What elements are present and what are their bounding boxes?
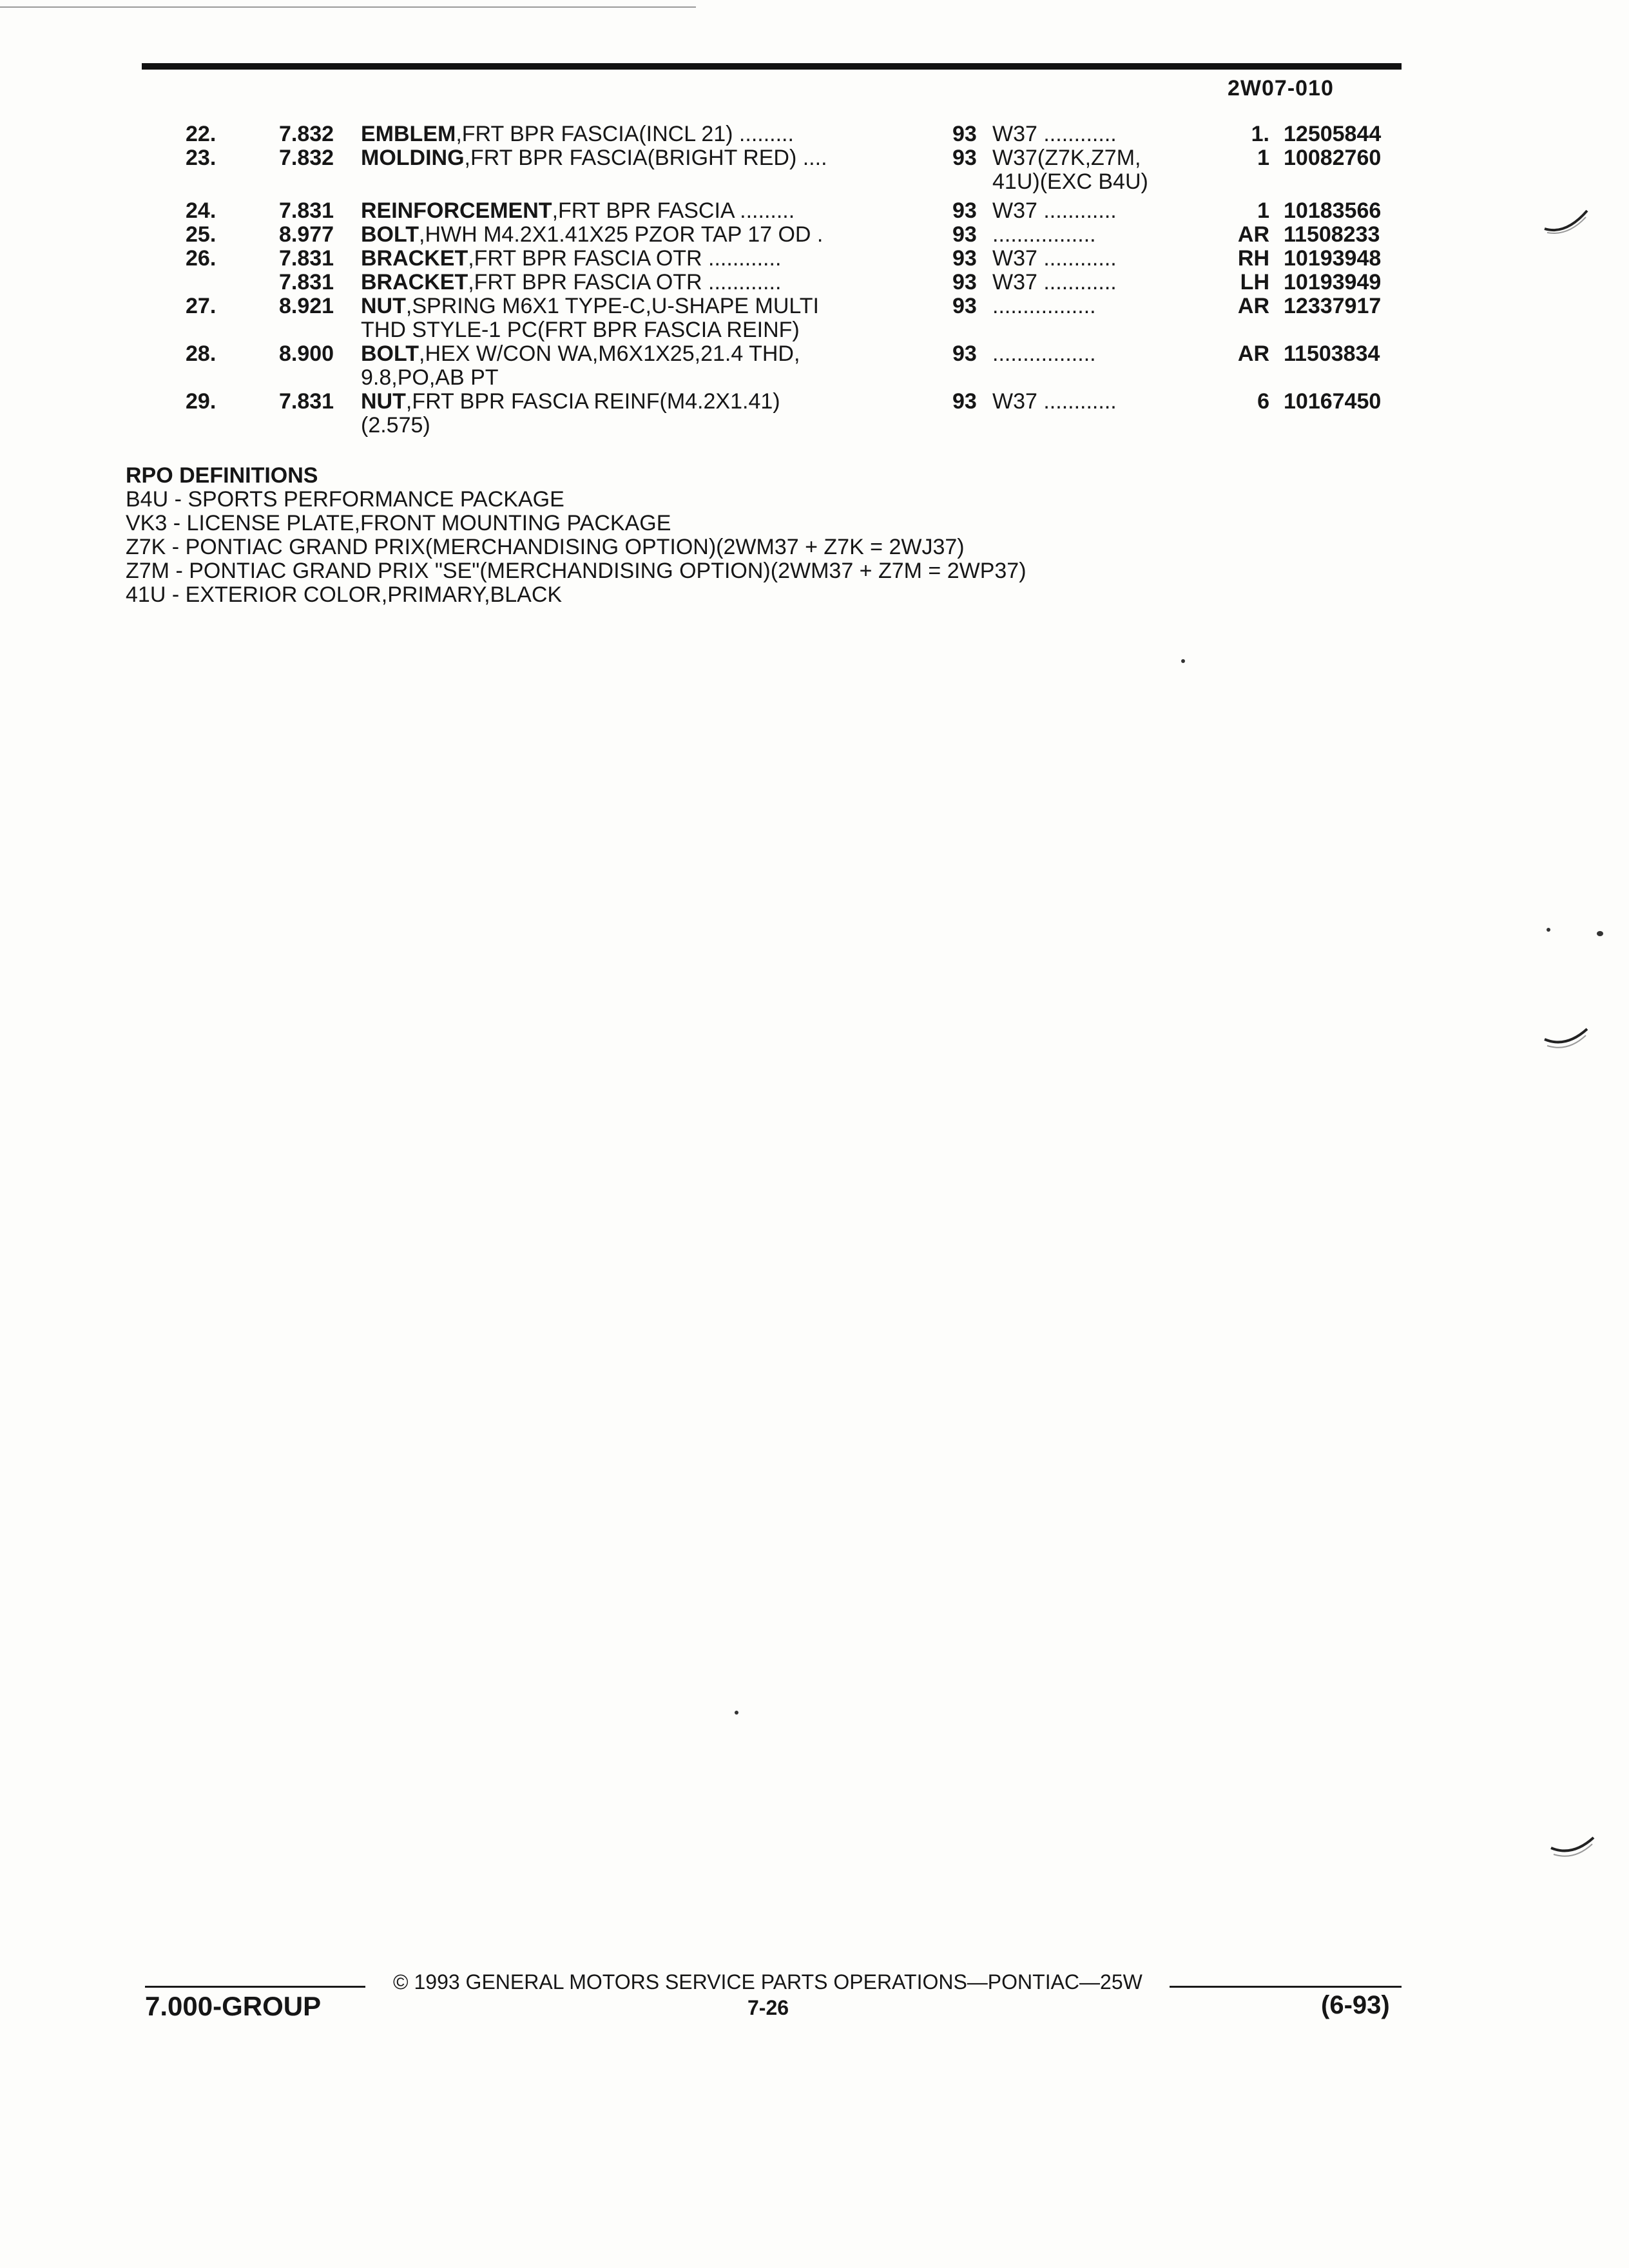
page-reference: 2W07-010 bbox=[1228, 76, 1334, 101]
model-year: 93 bbox=[952, 341, 977, 366]
part-number: 11503834 bbox=[1284, 341, 1380, 366]
description-text: ,FRT BPR FASCIA REINF(M4.2X1.41) bbox=[405, 389, 780, 414]
part-description bbox=[361, 294, 819, 342]
description-line: THD STYLE-1 PC(FRT BPR FASCIA REINF) bbox=[361, 318, 800, 342]
description-text: ,FRT BPR FASCIA OTR ............ bbox=[468, 270, 782, 294]
description-line bbox=[361, 122, 794, 146]
rpo-item-41u: 41U - EXTERIOR COLOR,PRIMARY,BLACK bbox=[126, 582, 563, 607]
part-number: 10167450 bbox=[1284, 389, 1382, 414]
quantity: 6 bbox=[1257, 389, 1269, 414]
table-row bbox=[142, 390, 1398, 437]
group-number: 8.977 bbox=[279, 222, 334, 247]
application-line: 41U)(EXC B4U) bbox=[992, 169, 1148, 194]
quantity: 1 bbox=[1257, 198, 1269, 223]
application bbox=[992, 199, 1117, 223]
group-number: 7.832 bbox=[279, 122, 334, 146]
part-description bbox=[361, 223, 823, 247]
ref-number: 26. bbox=[186, 246, 217, 271]
description-line bbox=[361, 271, 781, 294]
scan-speck bbox=[735, 1711, 738, 1715]
description-line: 9.8,PO,AB PT bbox=[361, 365, 499, 390]
description-text: ,HWH M4.2X1.41X25 PZOR TAP 17 OD . bbox=[419, 222, 824, 247]
scan-speck bbox=[1181, 659, 1185, 663]
part-number: 10082760 bbox=[1284, 146, 1382, 170]
application-line: ................. bbox=[992, 294, 1096, 318]
part-number: 10193949 bbox=[1284, 270, 1382, 294]
table-row bbox=[142, 294, 1398, 342]
scan-edge-line bbox=[0, 6, 696, 8]
rpo-item-vk3: VK3 - LICENSE PLATE,FRONT MOUNTING PACKAGE bbox=[126, 511, 671, 535]
model-year: 93 bbox=[952, 270, 977, 294]
application-line: W37(Z7K,Z7M, bbox=[992, 146, 1141, 170]
model-year: 93 bbox=[952, 222, 977, 247]
application bbox=[992, 247, 1117, 271]
group-number: 7.831 bbox=[279, 270, 334, 294]
quantity: AR bbox=[1237, 341, 1269, 366]
description-line bbox=[361, 199, 795, 223]
description-text: ,HEX W/CON WA,M6X1X25,21.4 THD, bbox=[419, 341, 800, 366]
part-name: EMBLEM bbox=[361, 122, 456, 146]
table-row bbox=[142, 199, 1398, 223]
part-number: 11508233 bbox=[1284, 222, 1380, 247]
model-year: 93 bbox=[952, 122, 977, 146]
parts-list bbox=[142, 122, 1398, 437]
part-name: REINFORCEMENT bbox=[361, 198, 552, 223]
ref-number: 23. bbox=[186, 146, 217, 170]
ref-number: 24. bbox=[186, 198, 217, 223]
footer-rule-left bbox=[145, 1986, 365, 1988]
part-description bbox=[361, 146, 827, 170]
application bbox=[992, 390, 1117, 414]
punch-hole-mark bbox=[1550, 1836, 1595, 1862]
application-line: W37 ............ bbox=[992, 270, 1117, 294]
rpo-title: RPO DEFINITIONS bbox=[126, 463, 318, 488]
part-description bbox=[361, 199, 795, 223]
part-name: BRACKET bbox=[361, 246, 468, 271]
application bbox=[992, 122, 1117, 146]
description-line bbox=[361, 342, 800, 366]
ref-number: 29. bbox=[186, 389, 217, 414]
table-row bbox=[142, 271, 1398, 294]
footer-group-label: 7.000-GROUP bbox=[145, 1991, 322, 2021]
model-year: 93 bbox=[952, 246, 977, 271]
rpo-item-b4u: B4U - SPORTS PERFORMANCE PACKAGE bbox=[126, 487, 564, 512]
description-text: ,FRT BPR FASCIA(INCL 21) ......... bbox=[456, 122, 794, 146]
part-description bbox=[361, 342, 800, 390]
quantity: RH bbox=[1237, 246, 1269, 271]
table-row bbox=[142, 342, 1398, 390]
model-year: 93 bbox=[952, 294, 977, 318]
application-line: ................. bbox=[992, 222, 1096, 247]
part-description bbox=[361, 390, 780, 437]
group-number: 7.831 bbox=[279, 198, 334, 223]
part-description bbox=[361, 247, 781, 271]
part-description bbox=[361, 271, 781, 294]
footer-rule-right bbox=[1170, 1986, 1402, 1988]
group-number: 7.831 bbox=[279, 246, 334, 271]
part-name: MOLDING bbox=[361, 146, 465, 170]
quantity: LH bbox=[1240, 270, 1269, 294]
application-line: ................. bbox=[992, 341, 1096, 366]
application bbox=[992, 271, 1117, 294]
application bbox=[992, 294, 1096, 318]
description-text: ,SPRING M6X1 TYPE-C,U-SHAPE MULTI bbox=[405, 294, 819, 318]
part-name: BOLT bbox=[361, 341, 419, 366]
model-year: 93 bbox=[952, 146, 977, 170]
quantity: AR bbox=[1237, 294, 1269, 318]
header-rule bbox=[142, 63, 1402, 70]
part-name: BOLT bbox=[361, 222, 419, 247]
model-year: 93 bbox=[952, 389, 977, 414]
group-number: 7.832 bbox=[279, 146, 334, 170]
application bbox=[992, 223, 1096, 247]
description-text: ,FRT BPR FASCIA ......... bbox=[552, 198, 795, 223]
ref-number: 27. bbox=[186, 294, 217, 318]
rpo-definitions bbox=[126, 464, 1027, 607]
part-name: NUT bbox=[361, 294, 406, 318]
ref-number: 25. bbox=[186, 222, 217, 247]
footer-date: (6-93) bbox=[1321, 1991, 1390, 2019]
description-line bbox=[361, 247, 781, 271]
description-text: ,FRT BPR FASCIA(BRIGHT RED) .... bbox=[464, 146, 827, 170]
part-name: BRACKET bbox=[361, 270, 468, 294]
table-row bbox=[142, 146, 1398, 199]
application-line: W37 ............ bbox=[992, 246, 1117, 271]
part-name: NUT bbox=[361, 389, 406, 414]
quantity: 1 bbox=[1257, 146, 1269, 170]
description-line: (2.575) bbox=[361, 413, 430, 437]
table-row bbox=[142, 223, 1398, 247]
description-line bbox=[361, 146, 827, 170]
application-line: W37 ............ bbox=[992, 389, 1117, 414]
part-description bbox=[361, 122, 794, 146]
scan-speck bbox=[1597, 931, 1603, 936]
ref-number: 28. bbox=[186, 341, 217, 366]
punch-hole-mark bbox=[1543, 209, 1588, 235]
footer-page-number: 7-26 bbox=[747, 1996, 789, 2019]
punch-hole-mark bbox=[1543, 1028, 1588, 1053]
model-year: 93 bbox=[952, 198, 977, 223]
footer-copyright: © 1993 GENERAL MOTORS SERVICE PARTS OPERATIONS—PONTIAC—25W bbox=[393, 1970, 1142, 1994]
application bbox=[992, 342, 1096, 366]
part-number: 12505844 bbox=[1284, 122, 1382, 146]
quantity: 1. bbox=[1251, 122, 1269, 146]
rpo-item-z7k: Z7K - PONTIAC GRAND PRIX(MERCHANDISING OPTION)(2WM37 + Z7K = 2WJ37) bbox=[126, 535, 965, 559]
group-number: 8.900 bbox=[279, 341, 334, 366]
description-line bbox=[361, 390, 780, 414]
part-number: 10193948 bbox=[1284, 246, 1382, 271]
scan-speck bbox=[1547, 928, 1550, 932]
table-row bbox=[142, 247, 1398, 271]
part-number: 12337917 bbox=[1284, 294, 1382, 318]
part-number: 10183566 bbox=[1284, 198, 1382, 223]
group-number: 7.831 bbox=[279, 389, 334, 414]
rpo-item-z7m: Z7M - PONTIAC GRAND PRIX "SE"(MERCHANDISING OPTION)(2WM37 + Z7M = 2WP37) bbox=[126, 559, 1027, 583]
description-line bbox=[361, 223, 823, 247]
application bbox=[992, 146, 1148, 194]
application-line: W37 ............ bbox=[992, 198, 1117, 223]
table-row bbox=[142, 122, 1398, 146]
group-number: 8.921 bbox=[279, 294, 334, 318]
quantity: AR bbox=[1237, 222, 1269, 247]
ref-number: 22. bbox=[186, 122, 217, 146]
application-line: W37 ............ bbox=[992, 122, 1117, 146]
description-text: ,FRT BPR FASCIA OTR ............ bbox=[468, 246, 782, 271]
description-line bbox=[361, 294, 819, 318]
